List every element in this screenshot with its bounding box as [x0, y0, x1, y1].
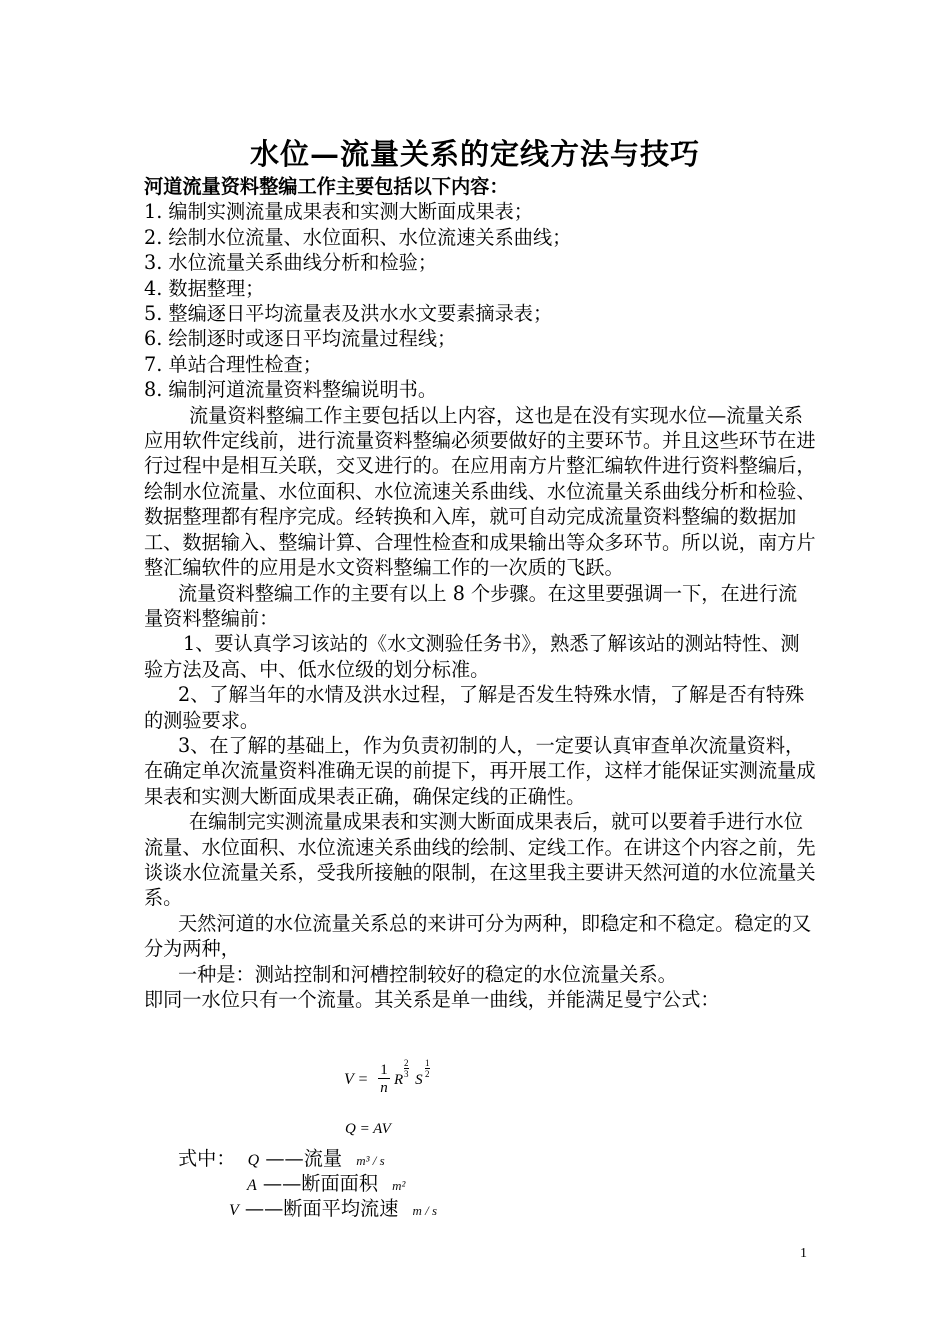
- body-paragraph: 一种是：测站控制和河槽控制较好的稳定的水位流量关系。: [178, 962, 677, 986]
- list-item: 6. 绘制逐时或逐日平均流量过程线；: [144, 327, 457, 351]
- fraction-denominator: n: [380, 1080, 388, 1096]
- legend-text: ——断面平均流速: [244, 1197, 399, 1220]
- page-number: 1: [800, 1246, 807, 1261]
- body-paragraph: 流量资料整编工作的主要有以上 8 个步骤。在这里要强调一下，在进行流量资料整编前：: [144, 581, 798, 630]
- formula-s: S: [415, 1072, 423, 1088]
- list-item: 4. 数据整理；: [144, 276, 265, 300]
- body-paragraph: 即同一水位只有一个流量。其关系是单一曲线，并能满足曼宁公式：: [144, 988, 720, 1011]
- formula-q: Q = AV: [345, 1121, 391, 1137]
- legend-symbol: A: [247, 1177, 257, 1194]
- list-item: 3. 水位流量关系曲线分析和检验；: [144, 251, 438, 275]
- s-exponent-num: 1: [425, 1058, 430, 1068]
- section-heading: 河道流量资料整编工作主要包括以下内容：: [144, 175, 509, 198]
- list-item: 2. 绘制水位流量、水位面积、水位流速关系曲线；: [144, 225, 572, 249]
- formula-fraction: [378, 1062, 390, 1097]
- list-item: 5. 整编逐日平均流量表及洪水水文要素摘录表；: [144, 302, 553, 326]
- list-item: 8. 编制河道流量资料整编说明书。: [144, 378, 438, 402]
- r-exponent-num: 2: [404, 1058, 409, 1068]
- fraction-numerator: 1: [378, 1062, 390, 1079]
- list-item: 7. 单站合理性检查；: [144, 352, 322, 376]
- document-body: [144, 174, 816, 1012]
- r-exponent-den: 3: [404, 1069, 409, 1079]
- page-title: 水位—流量关系的定线方法与技巧: [249, 137, 700, 171]
- legend-text: ——流量: [265, 1147, 343, 1170]
- legend-symbol: V: [229, 1202, 239, 1219]
- legend-row-q: [178, 1144, 385, 1171]
- body-paragraph: 2、了解当年的水情及洪水过程，了解是否发生特殊水情，了解是否有特殊的测验要求。: [144, 683, 805, 732]
- legend-unit: m³ / s: [356, 1153, 385, 1168]
- legend-unit: m / s: [412, 1203, 438, 1218]
- r-exponent: [404, 1058, 409, 1079]
- s-exponent: [425, 1058, 430, 1079]
- legend-row-a: [247, 1169, 405, 1196]
- body-paragraph: 天然河道的水位流量关系总的来讲可分为两种，即稳定和不稳定。稳定的又分为两种，: [144, 911, 812, 961]
- list-item: 1. 编制实测流量成果表和实测大断面成果表；: [144, 200, 533, 224]
- s-exponent-den: 2: [425, 1069, 430, 1079]
- legend-text: ——断面面积: [262, 1172, 379, 1195]
- legend-symbol: Q: [247, 1152, 260, 1169]
- body-paragraph: 1、要认真学习该站的《水文测验任务书》，熟悉了解该站的测站特性、测验方法及高、中、低水位级的划分标准。: [144, 632, 800, 681]
- legend-prefix: 式中：: [178, 1147, 236, 1170]
- body-paragraph: 在编制完实测流量成果表和实测大断面成果表后，就可以要着手进行水位流量、水位面积、水位流速关系曲线的绘制、定线工作。在讲这个内容之前，先谈谈水位流量关系，受我所接触的限制，在这里我主要讲天然河道的水位流量关系。: [144, 810, 816, 910]
- formula-lhs: V =: [344, 1071, 369, 1088]
- legend-unit: m²: [392, 1178, 406, 1193]
- formula-r: R: [394, 1072, 404, 1088]
- body-paragraph: 3、在了解的基础上，作为负责初制的人，一定要认真审查单次流量资料，在确定单次流量资料准确无误的前提下，再开展工作，这样才能保证实测流量成果表和实测大断面成果表正确，确保定线的正确性。: [144, 733, 816, 808]
- legend-row-v: [229, 1194, 437, 1221]
- body-paragraph: 流量资料整编工作主要包括以上内容，这也是在没有实现水位—流量关系应用软件定线前，进行流量资料整编必须要做好的主要环节。并且这些环节在进行过程中是相互关联，交叉进行的。在应用南方片整汇编软件进行资料整编后，绘制水位流量、水位面积、水位流速关系曲线、水位流量关系曲线分析和检验、数据整理都有程序完成。经转换和入库，就可自动完成流量资料整编的数据加工、数据输入、整编计算、合理性检查和成果输出等众多环节。所以说，南方片整汇编软件的应用是水文资料整编工作的一次质的飞跃。: [144, 403, 816, 580]
